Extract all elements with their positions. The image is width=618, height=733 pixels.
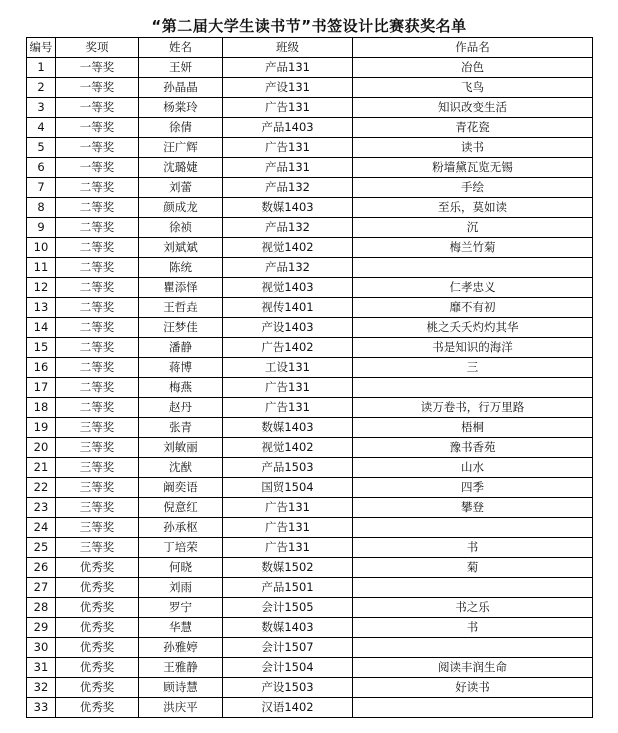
table-row	[27, 598, 593, 618]
cell-name: 王哲垚	[139, 298, 223, 318]
cell-class: 广告131	[223, 538, 353, 558]
table-body	[27, 58, 593, 718]
cell-work: 读书	[353, 138, 593, 158]
cell-name: 刘敏丽	[139, 438, 223, 458]
cell-award: 二等奖	[56, 338, 139, 358]
cell-class: 视觉1402	[223, 438, 353, 458]
cell-award: 优秀奖	[56, 678, 139, 698]
cell-class: 工设131	[223, 358, 353, 378]
table-row	[27, 518, 593, 538]
cell-class: 产品132	[223, 178, 353, 198]
cell-id: 6	[27, 158, 56, 178]
cell-id: 3	[27, 98, 56, 118]
cell-name: 洪庆平	[139, 698, 223, 718]
cell-id: 22	[27, 478, 56, 498]
cell-award: 一等奖	[56, 138, 139, 158]
cell-class: 数媒1502	[223, 558, 353, 578]
cell-award: 二等奖	[56, 198, 139, 218]
cell-name: 阚奕语	[139, 478, 223, 498]
cell-name: 王雅静	[139, 658, 223, 678]
table-row	[27, 298, 593, 318]
cell-name: 王妍	[139, 58, 223, 78]
cell-name: 丁培荣	[139, 538, 223, 558]
cell-id: 11	[27, 258, 56, 278]
cell-class: 广告131	[223, 138, 353, 158]
cell-work: 书是知识的海洋	[353, 338, 593, 358]
cell-work: 青花瓷	[353, 118, 593, 138]
cell-id: 33	[27, 698, 56, 718]
cell-id: 16	[27, 358, 56, 378]
cell-id: 24	[27, 518, 56, 538]
cell-work: 梧桐	[353, 418, 593, 438]
cell-name: 瞿添怿	[139, 278, 223, 298]
cell-class: 广告131	[223, 378, 353, 398]
cell-award: 二等奖	[56, 298, 139, 318]
cell-name: 陈统	[139, 258, 223, 278]
cell-award: 三等奖	[56, 518, 139, 538]
cell-name: 顾诗慧	[139, 678, 223, 698]
cell-work: 好读书	[353, 678, 593, 698]
cell-name: 赵丹	[139, 398, 223, 418]
cell-id: 10	[27, 238, 56, 258]
cell-work: 书	[353, 618, 593, 638]
cell-name: 汪广辉	[139, 138, 223, 158]
cell-name: 刘斌斌	[139, 238, 223, 258]
cell-id: 1	[27, 58, 56, 78]
cell-class: 产品131	[223, 58, 353, 78]
cell-award: 优秀奖	[56, 638, 139, 658]
cell-name: 沈璐婕	[139, 158, 223, 178]
table-row	[27, 578, 593, 598]
cell-work: 手绘	[353, 178, 593, 198]
cell-award: 优秀奖	[56, 598, 139, 618]
cell-class: 国贸1504	[223, 478, 353, 498]
cell-name: 刘蕾	[139, 178, 223, 198]
cell-award: 一等奖	[56, 118, 139, 138]
cell-class: 视觉1402	[223, 238, 353, 258]
cell-name: 梅燕	[139, 378, 223, 398]
cell-work: 冶色	[353, 58, 593, 78]
cell-award: 二等奖	[56, 258, 139, 278]
cell-work	[353, 378, 593, 398]
cell-id: 4	[27, 118, 56, 138]
cell-work: 书之乐	[353, 598, 593, 618]
cell-work: 菊	[353, 558, 593, 578]
cell-id: 5	[27, 138, 56, 158]
table-row	[27, 98, 593, 118]
cell-award: 一等奖	[56, 98, 139, 118]
table-row	[27, 698, 593, 718]
cell-class: 数媒1403	[223, 418, 353, 438]
table-row	[27, 238, 593, 258]
table-row	[27, 338, 593, 358]
cell-id: 21	[27, 458, 56, 478]
cell-name: 刘雨	[139, 578, 223, 598]
cell-work: 至乐，莫如读	[353, 198, 593, 218]
column-header-work: 作品名	[353, 38, 593, 58]
table-row	[27, 558, 593, 578]
table-row	[27, 138, 593, 158]
table-row	[27, 438, 593, 458]
cell-award: 优秀奖	[56, 698, 139, 718]
cell-id: 20	[27, 438, 56, 458]
cell-work	[353, 638, 593, 658]
cell-name: 杨棠玲	[139, 98, 223, 118]
cell-name: 孙雅婷	[139, 638, 223, 658]
table-row	[27, 538, 593, 558]
table-row	[27, 218, 593, 238]
cell-name: 华慧	[139, 618, 223, 638]
cell-class: 产设1503	[223, 678, 353, 698]
table-row	[27, 178, 593, 198]
cell-class: 广告131	[223, 98, 353, 118]
cell-id: 14	[27, 318, 56, 338]
cell-name: 孙晶晶	[139, 78, 223, 98]
cell-class: 广告131	[223, 498, 353, 518]
cell-id: 31	[27, 658, 56, 678]
column-header-name: 姓名	[139, 38, 223, 58]
table-row	[27, 458, 593, 478]
cell-award: 三等奖	[56, 438, 139, 458]
cell-work: 梅兰竹菊	[353, 238, 593, 258]
cell-name: 孙承枢	[139, 518, 223, 538]
cell-work: 桃之夭夭灼灼其华	[353, 318, 593, 338]
table-row	[27, 278, 593, 298]
table-row	[27, 398, 593, 418]
cell-work: 阅读丰润生命	[353, 658, 593, 678]
cell-award: 三等奖	[56, 498, 139, 518]
award-table	[26, 37, 593, 718]
table-row	[27, 58, 593, 78]
table-row	[27, 358, 593, 378]
table-row	[27, 318, 593, 338]
cell-work: 读万卷书，行万里路	[353, 398, 593, 418]
cell-class: 产品1403	[223, 118, 353, 138]
cell-work: 仁孝忠义	[353, 278, 593, 298]
cell-award: 三等奖	[56, 418, 139, 438]
cell-work: 沉	[353, 218, 593, 238]
table-row	[27, 678, 593, 698]
cell-class: 会计1504	[223, 658, 353, 678]
column-header-class: 班级	[223, 38, 353, 58]
table-row	[27, 418, 593, 438]
cell-name: 何晓	[139, 558, 223, 578]
cell-award: 一等奖	[56, 158, 139, 178]
cell-name: 倪意红	[139, 498, 223, 518]
cell-id: 32	[27, 678, 56, 698]
cell-class: 数媒1403	[223, 618, 353, 638]
cell-work	[353, 258, 593, 278]
table-row	[27, 638, 593, 658]
cell-name: 张青	[139, 418, 223, 438]
cell-award: 优秀奖	[56, 618, 139, 638]
cell-name: 颜成龙	[139, 198, 223, 218]
header-row	[27, 38, 593, 58]
cell-work: 攀登	[353, 498, 593, 518]
cell-name: 徐祯	[139, 218, 223, 238]
cell-work	[353, 518, 593, 538]
cell-work: 豫书香苑	[353, 438, 593, 458]
table-row	[27, 478, 593, 498]
table-row	[27, 258, 593, 278]
cell-class: 数媒1403	[223, 198, 353, 218]
table-row	[27, 118, 593, 138]
cell-work	[353, 698, 593, 718]
cell-id: 30	[27, 638, 56, 658]
cell-id: 29	[27, 618, 56, 638]
cell-name: 蒋博	[139, 358, 223, 378]
cell-class: 产品132	[223, 258, 353, 278]
cell-award: 二等奖	[56, 378, 139, 398]
cell-id: 12	[27, 278, 56, 298]
table-row	[27, 78, 593, 98]
cell-award: 二等奖	[56, 398, 139, 418]
cell-award: 三等奖	[56, 458, 139, 478]
table-row	[27, 158, 593, 178]
cell-id: 9	[27, 218, 56, 238]
cell-award: 三等奖	[56, 478, 139, 498]
cell-award: 二等奖	[56, 358, 139, 378]
cell-name: 潘静	[139, 338, 223, 358]
cell-class: 产设1403	[223, 318, 353, 338]
cell-award: 优秀奖	[56, 658, 139, 678]
cell-id: 26	[27, 558, 56, 578]
cell-class: 产品132	[223, 218, 353, 238]
cell-id: 19	[27, 418, 56, 438]
table-row	[27, 498, 593, 518]
cell-class: 产品131	[223, 158, 353, 178]
cell-id: 8	[27, 198, 56, 218]
table-row	[27, 618, 593, 638]
cell-class: 视觉1403	[223, 278, 353, 298]
cell-award: 优秀奖	[56, 558, 139, 578]
cell-award: 一等奖	[56, 78, 139, 98]
cell-award: 二等奖	[56, 178, 139, 198]
cell-award: 一等奖	[56, 58, 139, 78]
cell-id: 17	[27, 378, 56, 398]
cell-work: 山水	[353, 458, 593, 478]
cell-name: 罗宁	[139, 598, 223, 618]
cell-id: 18	[27, 398, 56, 418]
cell-id: 7	[27, 178, 56, 198]
cell-work: 知识改变生活	[353, 98, 593, 118]
cell-id: 15	[27, 338, 56, 358]
cell-id: 28	[27, 598, 56, 618]
cell-class: 产品1501	[223, 578, 353, 598]
cell-class: 广告1402	[223, 338, 353, 358]
cell-class: 会计1505	[223, 598, 353, 618]
cell-class: 广告131	[223, 518, 353, 538]
sheet-title: “第二届大学生读书节”书签设计比赛获奖名单	[151, 17, 467, 35]
cell-class: 产品1503	[223, 458, 353, 478]
cell-work: 三	[353, 358, 593, 378]
table-row	[27, 198, 593, 218]
cell-id: 23	[27, 498, 56, 518]
cell-id: 2	[27, 78, 56, 98]
cell-work: 飞鸟	[353, 78, 593, 98]
table-row	[27, 658, 593, 678]
award-sheet	[26, 16, 592, 718]
cell-work	[353, 578, 593, 598]
cell-name: 沈猷	[139, 458, 223, 478]
cell-work: 粉墙黛瓦览无锡	[353, 158, 593, 178]
cell-class: 广告131	[223, 398, 353, 418]
table-row	[27, 378, 593, 398]
cell-class: 会计1507	[223, 638, 353, 658]
cell-id: 27	[27, 578, 56, 598]
cell-work: 靡不有初	[353, 298, 593, 318]
cell-id: 13	[27, 298, 56, 318]
cell-class: 产设131	[223, 78, 353, 98]
cell-award: 二等奖	[56, 218, 139, 238]
cell-class: 汉语1402	[223, 698, 353, 718]
cell-award: 二等奖	[56, 238, 139, 258]
column-header-id: 编号	[27, 38, 56, 58]
cell-work: 书	[353, 538, 593, 558]
cell-award: 二等奖	[56, 278, 139, 298]
cell-award: 优秀奖	[56, 578, 139, 598]
cell-award: 二等奖	[56, 318, 139, 338]
cell-name: 徐倩	[139, 118, 223, 138]
cell-class: 视传1401	[223, 298, 353, 318]
cell-name: 汪梦佳	[139, 318, 223, 338]
column-header-award: 奖项	[56, 38, 139, 58]
cell-award: 三等奖	[56, 538, 139, 558]
cell-work: 四季	[353, 478, 593, 498]
cell-id: 25	[27, 538, 56, 558]
